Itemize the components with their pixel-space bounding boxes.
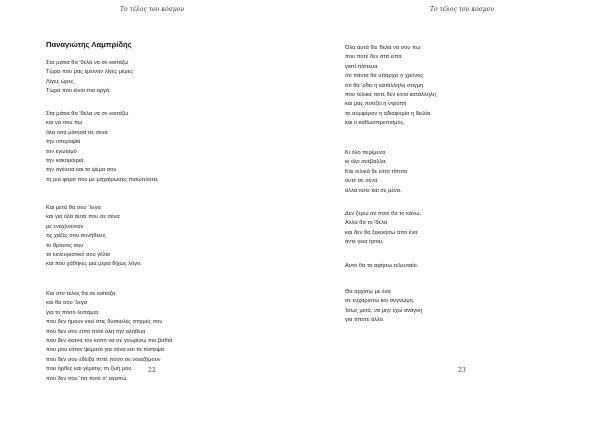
stanza-8 — [345, 262, 418, 271]
poem-line: Θα αρχίσω με ένα — [345, 289, 391, 295]
running-header: Το τέλος του κόσμου — [119, 6, 185, 13]
poem-line: Και στο τέλος θα σε κοίταζα — [46, 291, 116, 297]
poem-line: για τίποτε άλλο. — [345, 317, 385, 324]
poem-line: γιατί πίστευα — [345, 63, 378, 70]
poem-line: και μας ποτίζει η ντροπή — [345, 101, 407, 108]
poem-line: που ποτέ δεν στα είπα — [345, 54, 402, 61]
poem-line: Αλλά θα το 'θελα — [345, 220, 388, 227]
poem-line: τις χαζές σου συνήθειες — [46, 233, 106, 240]
poem-line: για το πόσο λυπάμαι. — [46, 309, 100, 316]
poem-line: ούτε σε σένα — [345, 178, 378, 185]
poem-line: που δεν ήμουν εκεί στις δύσκολές στιγμές σου — [46, 319, 163, 326]
poem-line: ότι πάντα θα υπάρχει ο χρόνος — [345, 73, 424, 80]
poem-line: όλα όσα μίσησα σε σένα — [46, 129, 108, 136]
poem-line: Τώρα που μας έμειναν λίγες μέρες — [46, 69, 134, 76]
poem-line: τον εγωισμό — [46, 148, 77, 155]
poem-line: άντε γεια ήσου. — [345, 239, 384, 246]
poem-line: Και μετά θα σου 'λεγα — [46, 205, 101, 211]
poem-line: και που χάθηκες μια μέρα δίχως λόγο. — [46, 261, 142, 268]
poem-line: την υπεροψία — [46, 139, 81, 146]
poem-line: με ενοχλούσαν — [46, 223, 84, 230]
poem-line: που δεν σου 'πα ποτέ σ' αγαπώ. — [46, 375, 128, 382]
poem-line: κι όλο ανέβαλλα — [345, 159, 386, 166]
poem-line: και δεν θα ξεκινήσω από ένα — [345, 229, 418, 236]
poem-author: Παναγιώτης Λαμπρίδης — [46, 40, 132, 49]
poem-line: Και τελικά δε είπα τίποτα — [345, 168, 408, 175]
poem-line: Ίσως μετά, να μην έχω ανάγκη — [345, 307, 423, 314]
page-number: 22 — [148, 367, 156, 374]
poem-line: το εκνευριστικό σου γέλιο — [46, 252, 111, 259]
poem-line: που ήρθες και γέμισες τη ζωή μου — [46, 366, 132, 373]
poem-line: και θα σου 'λεγα — [46, 300, 88, 307]
poem-line: Τώρα που είναι πια αργά. — [46, 88, 111, 95]
poem-line: Κι όλο περίμενα — [345, 150, 386, 156]
poem-line: που δεν σου έδειξα ποτέ πόσο σε νοιαζόμουν — [46, 356, 161, 363]
poem-line: αλλά ούτε και σε μένα. — [345, 187, 402, 194]
stanza-3 — [46, 204, 142, 270]
poem-line: το θράσος σου — [46, 242, 84, 249]
poem-line: ότι θα 'ρθει η κατάλληλη στιγμή — [345, 82, 424, 89]
running-header: Το τέλος του κόσμου — [429, 6, 495, 13]
page-number: 23 — [458, 367, 466, 374]
stanza-5 — [345, 44, 436, 129]
poem-line: το συμφέρον η αδιαφορία η δειλία — [345, 110, 431, 117]
stanza-9 — [345, 288, 422, 326]
poem-line: που δεν σου είπα ποτέ όλη την αλήθεια — [46, 328, 146, 335]
poem-line: σε ευχαριστώ και συγνώμη. — [345, 298, 415, 305]
poem-line: την αγένεια και το ψέμα σου — [46, 167, 117, 174]
poem-line: την κακομοιριά — [46, 158, 84, 165]
poem-line: που δεν έκανα τον κόπο να σε γνωρίσω πιο βαθιά — [46, 338, 173, 345]
poem-line: τη μια φορά που με μαχαίρωσες πισώπλατα. — [46, 176, 159, 183]
poem-line: που τελικά ποτέ δεν είναι κατάλληλη — [345, 92, 437, 99]
poem-line: Αυτό θα το αφήσω τελευταίο. — [345, 263, 419, 269]
stanza-2 — [46, 110, 159, 185]
poem-line: Λίγες ώρες — [46, 78, 74, 85]
poem-line: και να σου πω — [46, 120, 83, 127]
poem-line: και για όλα αυτά που σε σένα — [46, 214, 120, 221]
poem-line: Όλα αυτά θα 'θελα να σου πω — [345, 45, 421, 51]
stanza-6 — [345, 149, 407, 196]
poem-line: και ο καθωσπρεπισμός. — [345, 120, 406, 127]
stanza-1 — [46, 59, 133, 97]
poem-line: που μου είπαν ψέματα για σένα και τα πίστεψα — [46, 347, 165, 354]
poem-line: Στα μάτια θα 'θελα να σε κοιτάζω — [46, 111, 129, 117]
poem-line: Δεν ξέρω αν ποτέ θα το κάνω. — [345, 211, 422, 217]
right-page — [300, 0, 600, 424]
poem-line: Στα μάτια θα 'θελα να σε κοιτάζω — [46, 60, 129, 66]
stanza-7 — [345, 210, 421, 248]
